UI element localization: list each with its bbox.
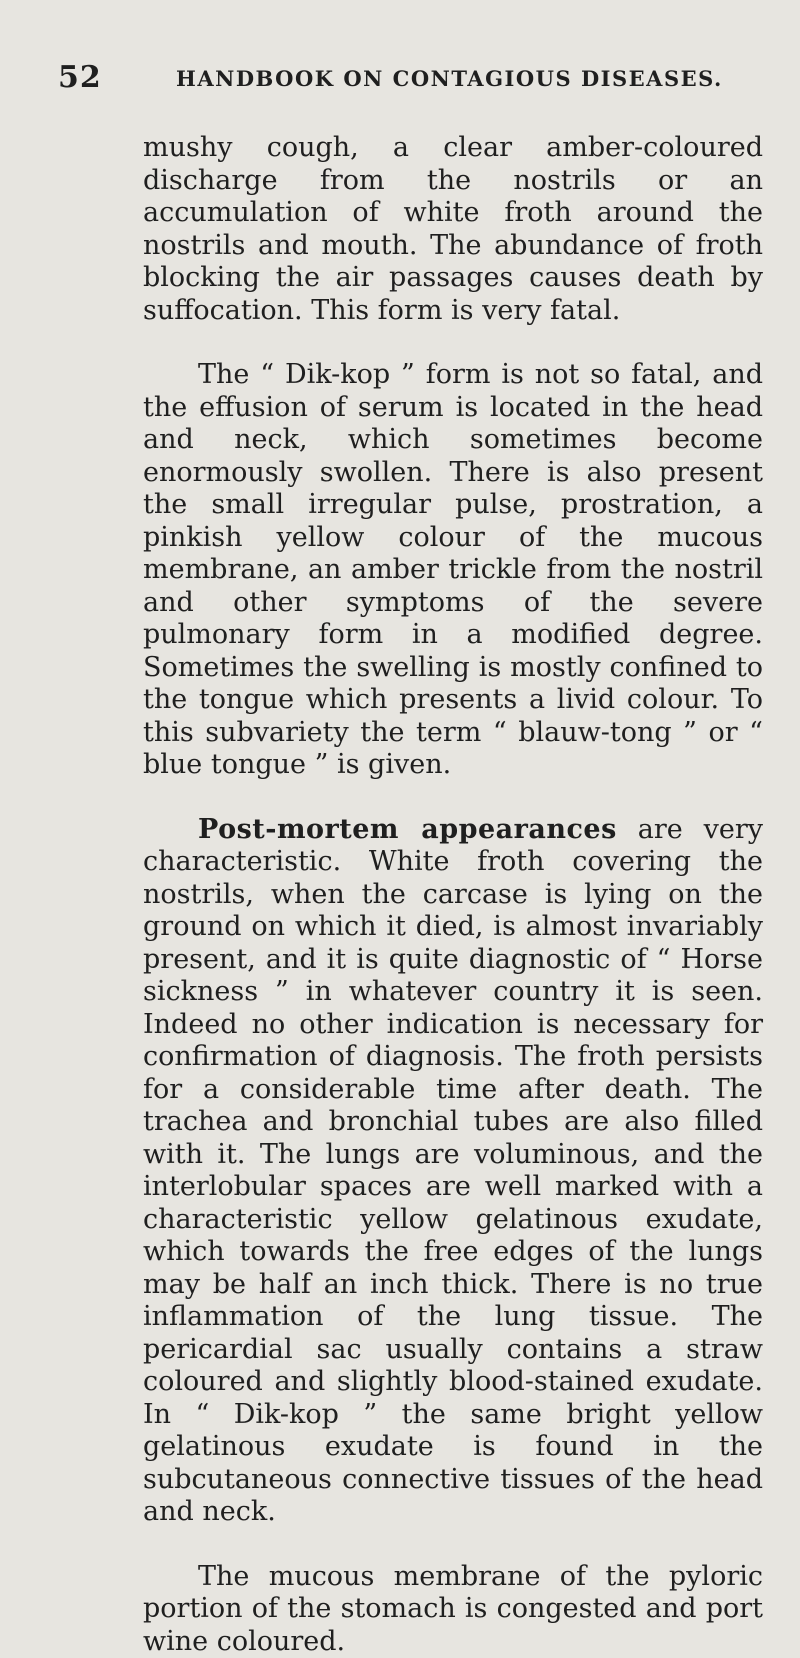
paragraph-4-text: The mucous membrane of the pyloric portion of the stomach is congested and port wine coloured. [143,1561,763,1657]
page-number: 52 [58,60,102,95]
paragraph-2-text: The “ Dik-kop ” form is not so fatal, and the effusion of serum is located in the head and neck, which sometimes become enormously swollen. There is also present the small irregular pulse, prostration, a pinkish yellow colour of the mucous membrane, an amber trickle from the nostril and other symptoms of the severe pulmonary form in a modified degree. Sometimes the swelling is mostly confined to the tongue which presents a livid colour. To this subvariety the term “ blauw-tong ” or “ blue tongue ” is given. [143,359,763,780]
running-title: HANDBOOK ON CONTAGIOUS DISEASES. [176,66,723,91]
paragraph-1 [143,132,763,327]
paragraph-3-text: are very characteristic. White froth covering the nostrils, when the carcase is lying on the ground on which it died, is almost invariably present, and it is quite diagnostic of “ Horse sickness ” in whatever country it is seen. Indeed no other indication is necessary for confirmation of diagnosis. The froth persists for a considerable time after death. The trachea and bronchial tubes are also filled with it. The lungs are voluminous, and the interlobular spaces are well marked with a characteristic yellow gelatinous exudate, which towards the free edges of the lungs may be half an inch thick. There is no true inflammation of the lung tissue. The pericardial sac usually contains a straw coloured and slightly blood-stained exudate. In “ Dik-kop ” the same bright yellow gelatinous exudate is found in the subcutaneous connective tissues of the head and neck. [143,814,763,1528]
body-text [143,132,763,1658]
paragraph-4 [143,1561,763,1658]
paragraph-1-text: mushy cough, a clear amber-coloured discharge from the nostrils or an accumulation of white froth around the nostrils and mouth. The abundance of froth blocking the air passages causes death by suffocation. This form is very fatal. [143,132,763,326]
paragraph-3 [143,814,763,1529]
paragraph-2 [143,359,763,782]
running-head [58,60,758,96]
paragraph-3-lead-in: Post-mortem appearances [198,814,617,845]
